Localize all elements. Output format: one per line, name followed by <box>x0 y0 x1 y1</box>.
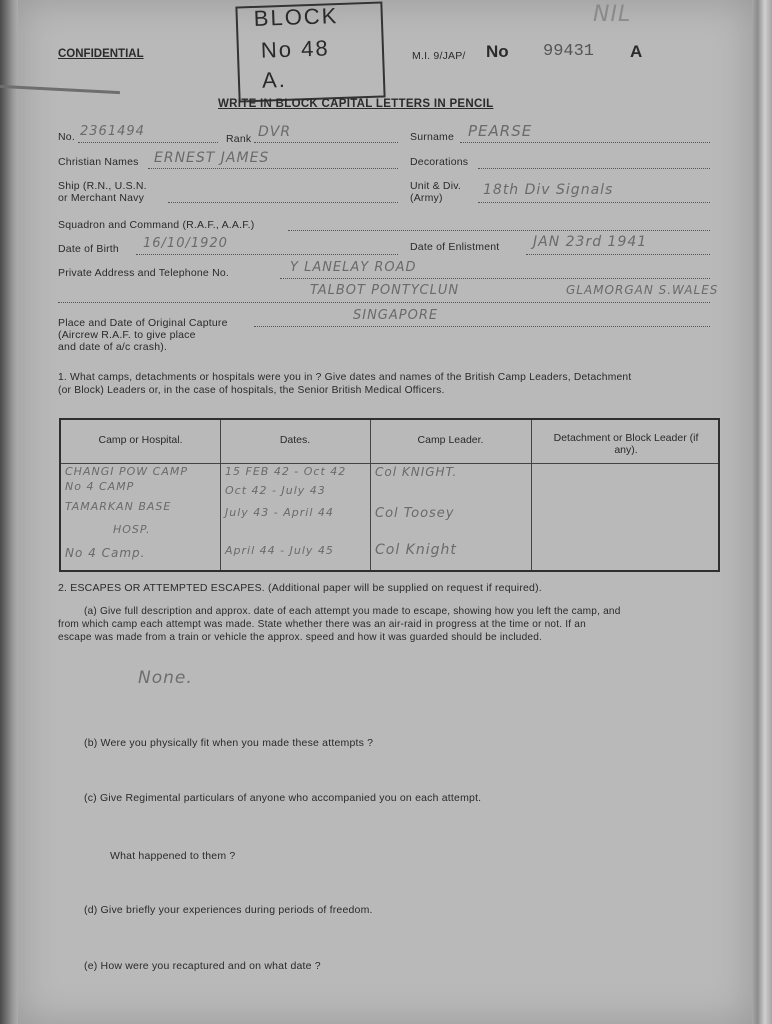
table-row-3-camp: TAMARKAN BASE <box>65 500 172 513</box>
top-right-note: NIL <box>593 2 632 27</box>
form-sheet <box>18 0 752 1024</box>
form-series: A <box>630 42 643 61</box>
binding-string <box>0 85 120 94</box>
table-header-detachment: Detachment or Block Leader (if any). <box>553 432 699 456</box>
table-header-dates: Dates. <box>279 434 311 446</box>
no-label: No. <box>58 131 75 143</box>
q2a-line-1: (a) Give full description and approx. date of each attempt you made to escape, showing how you left the camp, and <box>84 606 621 617</box>
table-row-1-leader: Col KNIGHT. <box>375 465 458 479</box>
q2d-question: (d) Give briefly your experiences during periods of freedom. <box>84 904 373 916</box>
table-header-leader: Camp Leader. <box>417 434 484 446</box>
squadron-label: Squadron and Command (R.A.F., A.A.F.) <box>58 219 255 231</box>
q2b-question: (b) Were you physically fit when you made these attempts ? <box>84 737 374 749</box>
unit-value: 18th Div Signals <box>483 182 614 198</box>
stamp-line-3: A. <box>261 66 288 93</box>
surname-label: Surname <box>410 131 455 143</box>
q2a-line-2: from which camp each attempt was made. State whether there was an air-raid in progress at the time or not. If an <box>58 619 586 630</box>
address-line-2a: TALBOT PONTYCLUN <box>310 283 460 298</box>
capture-label: Place and Date of Original Capture (Aircrew R.A.F. to give place and date of a/c crash). <box>58 317 228 353</box>
stamp-line-1: BLOCK <box>253 3 339 31</box>
instruction-heading: WRITE IN BLOCK CAPITAL LETTERS IN PENCIL <box>218 98 494 110</box>
q1-line-2: (or Block) Leaders or, in the case of hospitals, the Senior British Medical Officers. <box>58 385 445 396</box>
q2-title: 2. ESCAPES OR ATTEMPTED ESCAPES. (Additional paper will be supplied on request if required). <box>58 582 542 594</box>
table-row-3-dates: July 43 - April 44 <box>225 506 334 519</box>
address-line-2b: GLAMORGAN S.WALES <box>566 283 719 297</box>
christian-names-value: ERNEST JAMES <box>154 150 270 166</box>
no-value: 2361494 <box>80 124 145 139</box>
q1-line-1: 1. What camps, detachments or hospitals were you in ? Give dates and names of the British Camp Leaders, Detachment <box>58 372 632 383</box>
ship-label: Ship (R.N., U.S.N. or Merchant Navy <box>58 180 147 204</box>
dob-value: 16/10/1920 <box>143 236 228 251</box>
q2a-line-3: escape was made from a train or vehicle the approx. speed and how it was guarded should be included. <box>58 632 543 643</box>
stamp-line-2: No 48 <box>260 35 331 63</box>
table-row-5-camp: No 4 Camp. <box>65 546 146 560</box>
unit-label: Unit & Div. (Army) <box>410 180 462 204</box>
table-row-1-dates: 15 FEB 42 - Oct 42 <box>225 465 347 478</box>
table-row-4-camp: HOSP. <box>113 523 151 536</box>
decorations-label: Decorations <box>410 156 469 168</box>
q2c-followup: What happened to them ? <box>110 850 236 862</box>
capture-value: SINGAPORE <box>353 308 439 323</box>
address-line-1: Y LANELAY ROAD <box>290 260 417 275</box>
q2a-answer: None. <box>138 668 193 688</box>
table-row-1-camp: CHANGI POW CAMP <box>65 465 188 478</box>
address-label: Private Address and Telephone No. <box>58 267 230 279</box>
number-label: No <box>486 42 509 61</box>
surname-value: PEARSE <box>468 122 533 140</box>
table-row-2-dates: Oct 42 - July 43 <box>225 484 326 497</box>
rank-value: DVR <box>258 124 292 140</box>
christian-names-label: Christian Names <box>58 156 139 168</box>
enlistment-value: JAN 23rd 1941 <box>533 234 648 250</box>
table-row-5-dates: April 44 - July 45 <box>225 544 334 557</box>
confidential-label: CONFIDENTIAL <box>58 48 144 60</box>
table-row-3-leader: Col Toosey <box>375 506 455 521</box>
rank-label: Rank <box>226 133 252 145</box>
table-row-5-leader: Col Knight <box>375 542 457 558</box>
dob-label: Date of Birth <box>58 243 119 255</box>
q2e-question: (e) How were you recaptured and on what date ? <box>84 960 321 972</box>
table-row-2-camp: No 4 CAMP <box>65 480 135 493</box>
camps-table <box>59 418 720 572</box>
form-number: 99431 <box>543 42 595 61</box>
block-stamp <box>235 1 385 102</box>
enlistment-label: Date of Enlistment <box>410 241 500 253</box>
table-header-camp: Camp or Hospital. <box>98 434 183 446</box>
q2c-question: (c) Give Regimental particulars of anyone who accompanied you on each attempt. <box>84 792 482 804</box>
ref-label: M.I. 9/JAP/ <box>412 50 466 62</box>
